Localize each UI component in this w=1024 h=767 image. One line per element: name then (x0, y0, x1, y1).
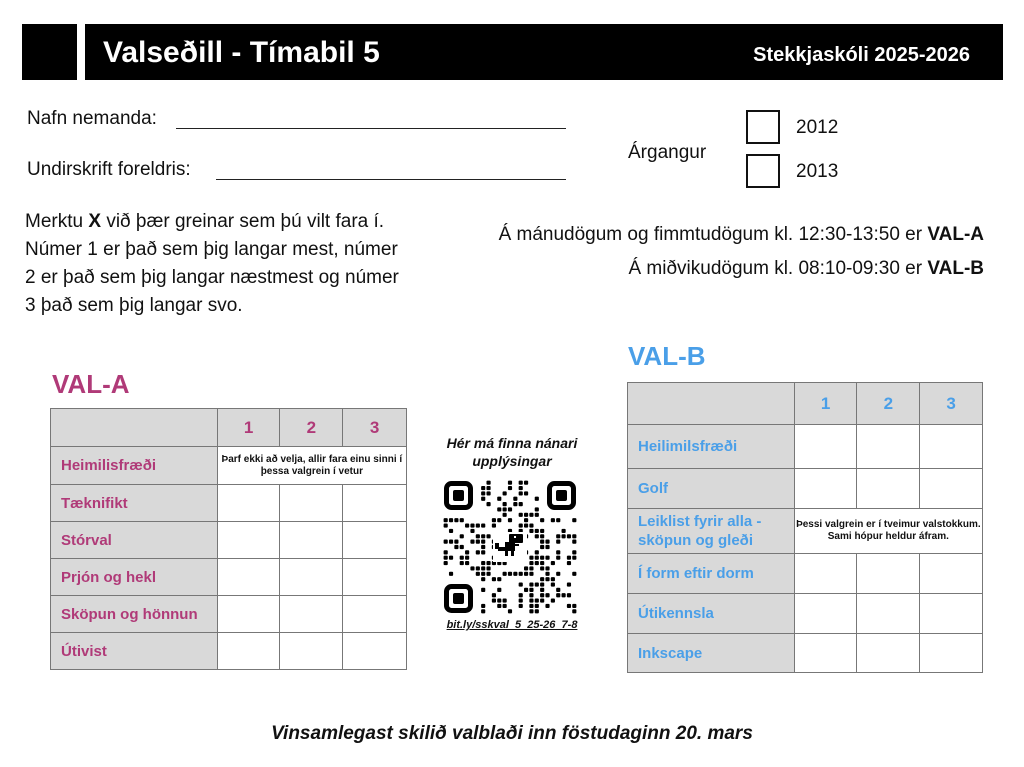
choice-cell[interactable] (857, 554, 920, 594)
val-a-row-label: Prjón og hekl (51, 559, 218, 596)
choice-cell[interactable] (217, 485, 280, 522)
year-2013-label: 2013 (796, 161, 839, 182)
val-a-table (50, 408, 407, 670)
schedule-val-b: Á miðvikudögum kl. 08:10-09:30 er VAL-B (628, 258, 984, 279)
val-b-header-blank (628, 383, 795, 425)
mark-x: X (88, 211, 102, 232)
choice-cell[interactable] (794, 469, 857, 509)
choice-cell[interactable] (280, 596, 343, 633)
qr-link[interactable]: bit.ly/sskval_5_25-26_7-8 (446, 619, 578, 631)
choice-cell[interactable] (280, 485, 343, 522)
val-a-row-label: Tæknifikt (51, 485, 218, 522)
schedule-val-a: Á mánudögum og fimmtudögum kl. 12:30-13:50 er VAL-A (498, 224, 984, 245)
choice-cell[interactable] (217, 522, 280, 559)
choice-cell[interactable] (794, 634, 857, 673)
choice-cell[interactable] (920, 554, 983, 594)
val-b-rank-2: 2 (857, 383, 920, 425)
dino-icon (493, 532, 527, 562)
year-2012-checkbox[interactable] (746, 110, 780, 144)
student-name-field[interactable] (176, 128, 566, 129)
choice-cell[interactable] (217, 596, 280, 633)
val-a-row-label: Útivist (51, 633, 218, 670)
student-name-label: Nafn nemanda: (27, 108, 157, 129)
choice-cell[interactable] (343, 633, 407, 670)
val-b-row-label: Leiklist fyrir alla - sköpun og gleði (628, 509, 795, 554)
val-b-rank-1: 1 (794, 383, 857, 425)
parent-signature-label: Undirskrift foreldris: (27, 159, 191, 180)
val-a-row-label: Stórval (51, 522, 218, 559)
header-left-block (22, 24, 77, 80)
choice-cell[interactable] (920, 425, 983, 469)
val-a-row-label: Heimilisfræði (51, 447, 218, 485)
year-label: Árgangur (628, 142, 707, 163)
choice-cell[interactable] (920, 469, 983, 509)
header-bar (85, 24, 1003, 80)
val-a-row-label: Sköpun og hönnun (51, 596, 218, 633)
page-title: Valseðill - Tímabil 5 (103, 36, 380, 69)
year-2012-label: 2012 (796, 117, 839, 138)
val-a-note: Þarf ekki að velja, allir fara einu sinni í þessa valgrein í vetur (217, 447, 406, 485)
val-a-rank-3: 3 (343, 409, 407, 447)
choice-cell[interactable] (280, 522, 343, 559)
choice-cell[interactable] (280, 559, 343, 596)
val-b-row-label: Inkscape (628, 634, 795, 673)
instructions: Merktu X við þær greinar sem þú vilt fara í. Númer 1 er það sem þig langar mest, númer 2 er það sem þig langar næstmest og númer 3 það sem þig langar svo. (25, 211, 399, 316)
choice-cell[interactable] (343, 596, 407, 633)
val-b-row-label: Útikennsla (628, 594, 795, 634)
choice-cell[interactable] (857, 469, 920, 509)
qr-caption: Hér má finna nánari upplýsingar (446, 435, 578, 469)
choice-cell[interactable] (794, 594, 857, 634)
school-name: Stekkjaskóli 2025-2026 (753, 44, 970, 66)
choice-cell[interactable] (857, 425, 920, 469)
val-a-title: VAL-A (52, 369, 130, 399)
choice-cell[interactable] (217, 559, 280, 596)
val-b-title: VAL-B (628, 341, 706, 371)
val-a-header-blank (51, 409, 218, 447)
choice-cell[interactable] (857, 634, 920, 673)
val-b-rank-3: 3 (920, 383, 983, 425)
qr-code-icon[interactable] (443, 480, 577, 614)
val-a-rank-2: 2 (280, 409, 343, 447)
val-b-note: Þessi valgrein er í tveimur valstokkum. Sami hópur heldur áfram. (794, 509, 982, 554)
choice-cell[interactable] (343, 559, 407, 596)
parent-signature-field[interactable] (216, 179, 566, 180)
val-a-rank-1: 1 (217, 409, 280, 447)
val-b-table (627, 382, 983, 673)
val-b-row-label: Heilimilsfræði (628, 425, 795, 469)
choice-cell[interactable] (794, 425, 857, 469)
choice-cell[interactable] (343, 522, 407, 559)
choice-cell[interactable] (920, 634, 983, 673)
val-b-row-label: Golf (628, 469, 795, 509)
choice-cell[interactable] (920, 594, 983, 634)
footer-note: Vinsamlegast skilið valblaði inn föstudaginn 20. mars (271, 723, 753, 744)
year-2013-checkbox[interactable] (746, 154, 780, 188)
choice-cell[interactable] (343, 485, 407, 522)
choice-cell[interactable] (280, 633, 343, 670)
val-b-row-label: Í form eftir dorm (628, 554, 795, 594)
choice-cell[interactable] (794, 554, 857, 594)
choice-cell[interactable] (217, 633, 280, 670)
choice-cell[interactable] (857, 594, 920, 634)
